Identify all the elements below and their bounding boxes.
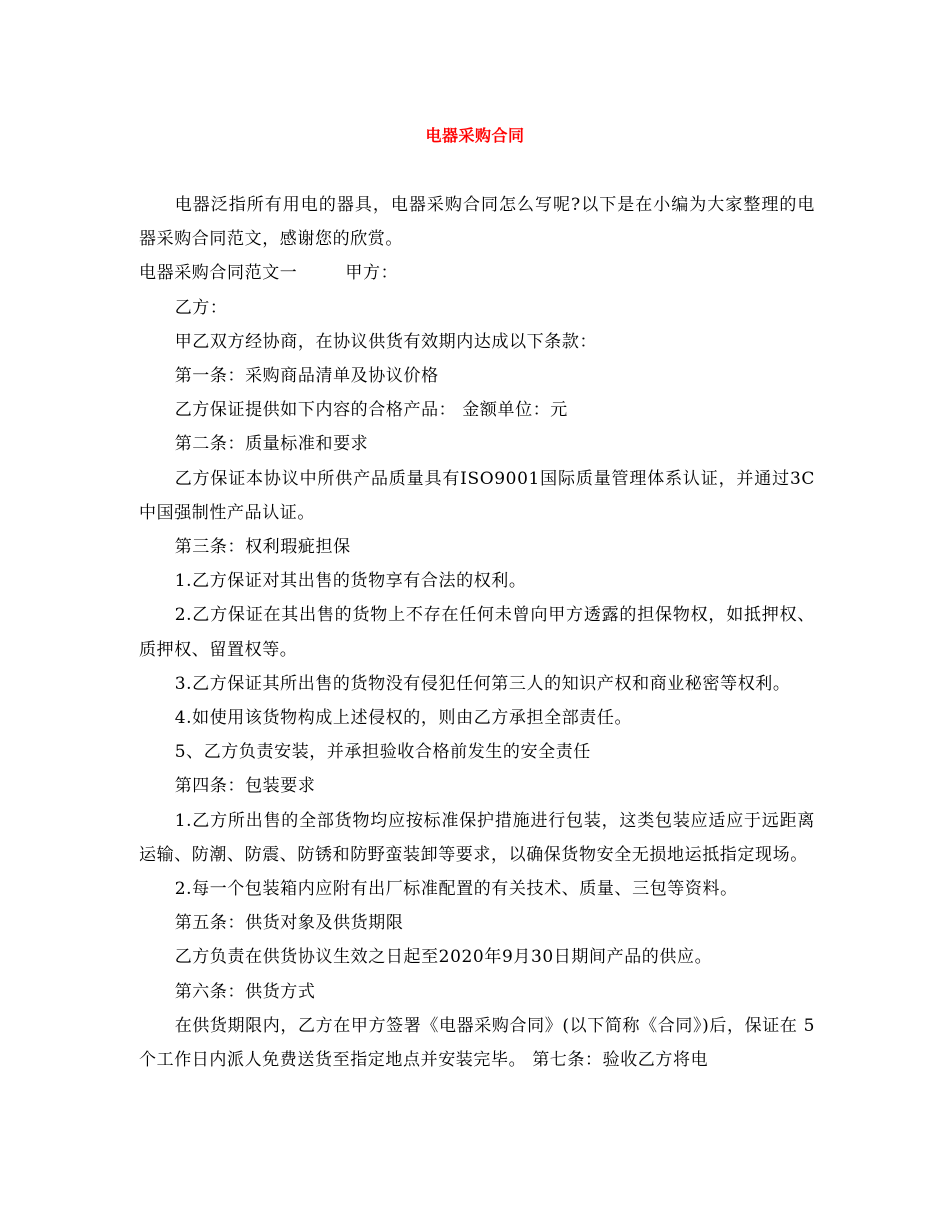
article-5-text: 乙方负责在供货协议生效之日起至2020年9月30日期间产品的供应。 (174, 947, 713, 968)
article-3-heading: 第三条：权利瑕疵担保 (174, 537, 351, 558)
article-5-heading: 第五条：供货对象及供货期限 (174, 913, 404, 934)
sample-heading-line (139, 256, 815, 290)
agreement-paragraph: 甲乙双方经协商，在协议供货有效期内达成以下条款： (174, 331, 598, 352)
party-a-label: 甲方： (345, 263, 399, 284)
article-1-heading: 第一条：采购商品清单及协议价格 (174, 366, 439, 387)
article-3-item-4: 4.如使用该货物构成上述侵权的，则由乙方承担全部责任。 (174, 708, 633, 729)
article-4-item-2: 2.每一个包装箱内应附有出厂标准配置的有关技术、质量、三包等资料。 (174, 879, 738, 900)
article-6-heading: 第六条：供货方式 (174, 981, 316, 1002)
article-3-item-5: 5、乙方负责安装，并承担验收合格前发生的安全责任 (174, 742, 591, 763)
article-2-text: 乙方保证本协议中所供产品质量具有ISO9001国际质量管理体系认证，并通过3C中国强制性产品认证。 (139, 468, 815, 523)
article-3-item-1: 1.乙方保证对其出售的货物享有合法的权利。 (174, 571, 527, 592)
article-2-heading: 第二条：质量标准和要求 (174, 434, 369, 455)
sample-heading: 电器采购合同范文一 (139, 263, 298, 284)
article-3-item-3: 3.乙方保证其所出售的货物没有侵犯任何第三人的知识产权和商业秘密等权利。 (174, 673, 791, 694)
article-6-text: 在供货期限内，乙方在甲方签署《电器采购合同》(以下简称《合同》)后，保证在 5 个工作日内派人免费送货至指定地点并安装完毕。 第七条：验收乙方将电 (139, 1015, 815, 1071)
article-3-item-2: 2.乙方保证在其出售的货物上不存在任何未曾向甲方透露的担保物权，如抵押权、质押权、留置权等。 (139, 605, 815, 660)
article-1-text: 乙方保证提供如下内容的合格产品： 金额单位：元 (174, 400, 568, 421)
document-title: 电器采购合同 (425, 126, 525, 145)
party-b-label: 乙方： (174, 297, 228, 318)
intro-paragraph: 电器泛指所有用电的器具，电器采购合同怎么写呢?以下是在小编为大家整理的电器采购合同范文，感谢您的欣赏。 (139, 195, 815, 250)
article-4-heading: 第四条：包装要求 (174, 776, 316, 797)
document-body (139, 188, 815, 1077)
article-4-item-1: 1.乙方所出售的全部货物均应按标准保护措施进行包装，这类包装应适应于远距离运输、防潮、防震、防锈和防野蛮装卸等要求，以确保货物安全无损地运抵指定现场。 (139, 810, 815, 865)
